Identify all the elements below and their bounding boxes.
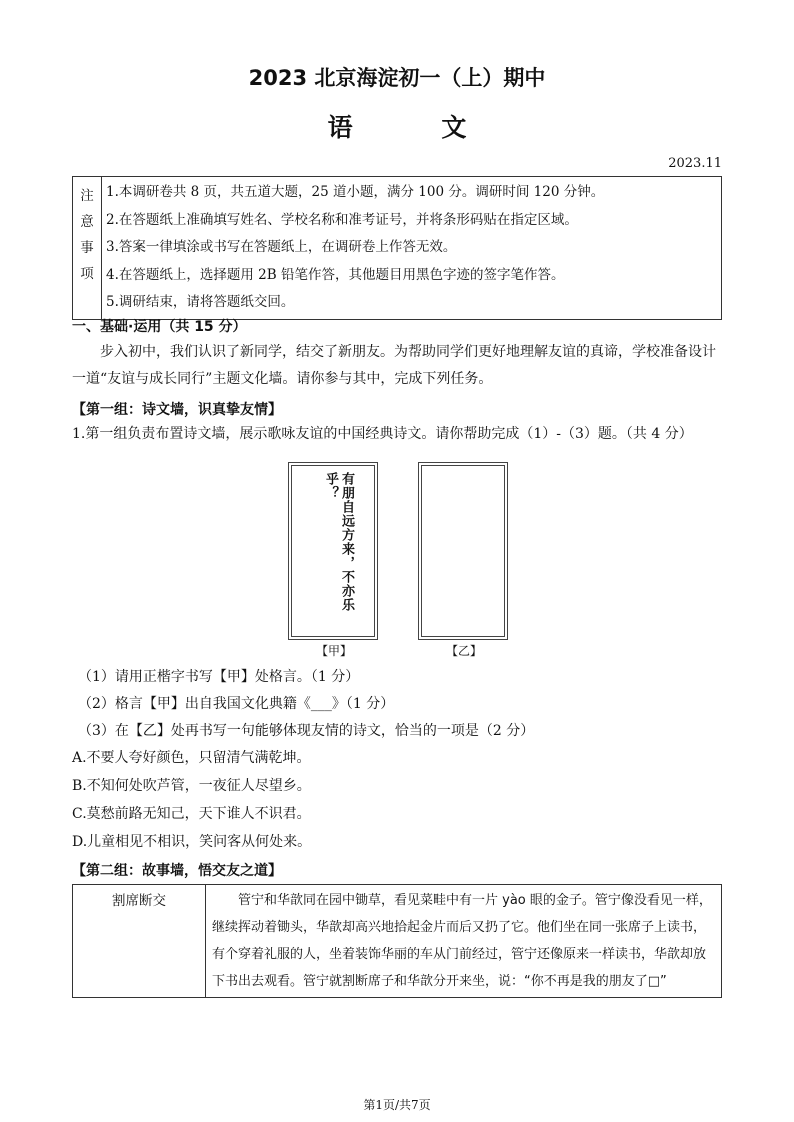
frame-jia-text: 有朋自远方来，不亦乐乎？ [323, 472, 354, 612]
sub-question-3: （3）在【乙】处再书写一句能够体现友情的诗文，恰当的一项是（2 分） [78, 723, 535, 739]
notes-label: 注 意 事 项 [73, 177, 102, 320]
frame-jia-caption: 【甲】 [316, 644, 353, 658]
frame-yi [418, 462, 508, 640]
question-1: 1.第一组负责布置诗文墙，展示歌咏友谊的中国经典诗文。请你帮助完成（1）-（3）题。（共 4 分） [72, 426, 693, 442]
note-item: 4.在答题纸上，选择题用 2B 铅笔作答，其他题目用黑色字迹的签字笔作答。 [106, 266, 565, 283]
group2-heading: 【第二组：故事墙，悟交友之道】 [72, 863, 282, 879]
note-item: 3.答案一律填涂或书写在答题纸上，在调研卷上作答无效。 [106, 239, 457, 255]
note-item: 1.本调研卷共 8 页，共五道大题，25 道小题，满分 100 分。调研时间 120 分钟。 [106, 184, 605, 200]
frame-yi-caption: 【乙】 [446, 644, 483, 658]
option-b: B.不知何处吹芦管，一夜征人尽望乡。 [72, 778, 311, 794]
note-item: 5.调研结束，请将答题纸交回。 [106, 294, 295, 310]
story-title: 割席断交 [73, 885, 206, 998]
story-body: 管宁和华歆同在园中锄草，看见菜畦中有一片 yào 眼的金子。管宁像没看见一样，继续挥动着锄头，华歆却高兴地拾起金片而后又扔了它。他们坐在同一张席子上读书，有个穿着礼服的人，坐着装饰华丽的车从门前经过，管宁还像原来一样读书，华歆却放下书出去观看。管宁就割断席子和华歆分开来坐，说：“你不再是我的朋友了□” [206, 885, 722, 998]
story-table [72, 884, 722, 998]
exam-date: 2023.11 [668, 156, 722, 171]
notes-body [102, 177, 722, 320]
group1-heading: 【第一组：诗文墙，识真挚友情】 [72, 402, 282, 418]
intro-line-1: 步入初中，我们认识了新同学，结交了新朋友。为帮助同学们更好地理解友谊的真谛，学校准备设计 [100, 344, 716, 360]
note-item: 2.在答题纸上准确填写姓名、学校名称和准考证号，并将条形码贴在指定区域。 [106, 211, 578, 228]
option-c: C.莫愁前路无知己，天下谁人不识君。 [72, 806, 311, 822]
sub-question-2: （2）格言【甲】出自我国文化典籍《___》（1 分） [78, 696, 395, 712]
notes-table [72, 176, 722, 320]
page-title: 2023 北京海淀初一（上）期中 [248, 66, 546, 90]
subject-title: 语 文 [327, 113, 507, 142]
section-heading: 一、基础·运用（共 15 分） [72, 319, 247, 335]
option-a: A.不要人夸好颜色，只留清气满乾坤。 [72, 750, 311, 766]
intro-line-2: 一道“友谊与成长同行”主题文化墙。请你参与其中，完成下列任务。 [72, 371, 493, 387]
page-footer: 第1页/共7页 [363, 1098, 431, 1112]
option-d: D.儿童相见不相识，笑问客从何处来。 [72, 834, 312, 850]
sub-question-1: （1）请用正楷字书写【甲】处格言。（1 分） [78, 669, 360, 685]
